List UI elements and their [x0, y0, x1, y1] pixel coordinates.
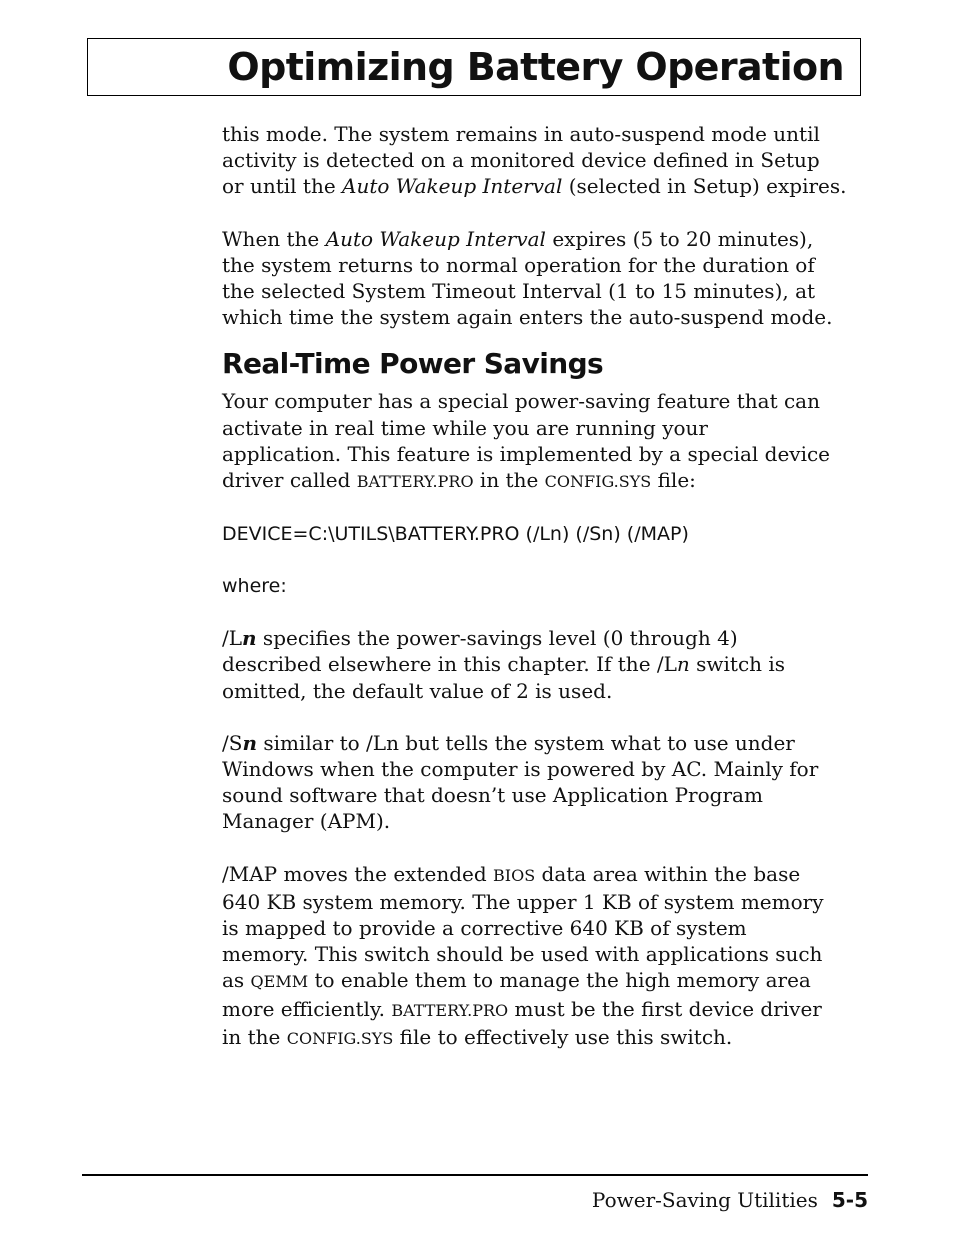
- page-title: Optimizing Battery Operation: [227, 45, 844, 89]
- text-line: [222, 1024, 882, 1052]
- driver-filename: BATTERY.PRO: [356, 472, 474, 492]
- text-run: (selected in Setup) expires.: [562, 174, 847, 199]
- text-run: the system returns to normal operation for the duration of: [222, 252, 815, 277]
- text-run: in the: [473, 468, 545, 493]
- text-run: memory. This switch should be used with applications such: [222, 942, 823, 967]
- section-heading: Real-Time Power Savings: [222, 347, 604, 381]
- text-line: [222, 808, 882, 834]
- text-run: When the: [222, 226, 326, 251]
- text-run: specifies the power-savings level (0 through 4): [256, 626, 738, 651]
- driver-filename: BATTERY.PRO: [391, 1000, 509, 1020]
- text-run: to enable them to manage the high memory area: [308, 968, 811, 993]
- text-line: [222, 889, 882, 915]
- text-line: [222, 996, 882, 1024]
- body-content: [222, 121, 882, 1052]
- text-run: more efficiently.: [222, 996, 392, 1021]
- switch-param: n: [242, 730, 257, 755]
- text-run: the selected System Timeout Interval (1 to 15 minutes), at: [222, 279, 816, 304]
- text-run: activate in real time while you are running your: [222, 415, 708, 440]
- page-footer: [592, 1186, 868, 1214]
- switch-name: /L: [222, 626, 243, 651]
- title-box: [87, 38, 861, 96]
- text-line: [222, 388, 882, 414]
- text-run: application. This feature is implemented by a special device: [222, 441, 831, 466]
- setting-name: Auto Wakeup Interval: [325, 226, 546, 251]
- where-label: where:: [222, 575, 287, 598]
- text-run: /MAP moves the extended: [222, 861, 494, 886]
- page-number: 5-5: [831, 1188, 868, 1212]
- text-run: as: [222, 968, 251, 993]
- text-run: in the: [222, 1024, 287, 1049]
- text-line: [222, 678, 882, 704]
- text-run: activity is detected on a monitored device defined in Setup: [222, 148, 820, 173]
- config-filename: CONFIG.SYS: [544, 472, 652, 492]
- text-run: described elsewhere in this chapter. If the /L: [222, 652, 677, 677]
- text-line: [222, 915, 882, 941]
- text-line: [222, 782, 882, 808]
- footer-section-title: Power-Saving Utilities: [591, 1188, 818, 1212]
- qemm-term: QEMM: [250, 972, 309, 992]
- text-run: 640 KB system memory. The upper 1 KB of system memory: [222, 889, 824, 914]
- text-line: [222, 730, 882, 756]
- switch-param: n: [676, 652, 690, 677]
- config-filename: CONFIG.SYS: [286, 1028, 394, 1048]
- text-run: is mapped to provide a corrective 640 KB of system: [222, 916, 747, 941]
- text-line: [222, 625, 882, 651]
- setting-name: Auto Wakeup Interval: [342, 174, 563, 199]
- text-run: Your computer has a special power-saving feature that can: [222, 389, 820, 414]
- text-run: omitted, the default value of 2 is used.: [222, 678, 613, 703]
- switch-ln-description: [222, 625, 882, 704]
- text-run: which time the system again enters the auto-suspend mode.: [222, 305, 833, 330]
- text-run: file to effectively use this switch.: [393, 1024, 733, 1049]
- text-line: [222, 441, 882, 467]
- text-run: driver called: [222, 468, 357, 493]
- text-run: this mode. The system remains in auto-suspend mode until: [222, 122, 820, 146]
- text-line: [222, 651, 882, 677]
- text-run: expires (5 to 20 minutes),: [545, 226, 814, 251]
- text-line: [222, 121, 882, 147]
- switch-map-description: [222, 861, 882, 1052]
- text-line: [222, 941, 882, 967]
- text-run: data area within the base: [535, 861, 801, 886]
- text-line: [222, 173, 882, 199]
- text-line: [222, 415, 882, 441]
- switch-sn-description: [222, 730, 882, 835]
- text-run: Manager (APM).: [222, 809, 391, 834]
- switch-name: /S: [222, 730, 243, 755]
- text-line: [222, 967, 882, 995]
- intro-paragraph-1: [222, 121, 882, 200]
- text-run: Windows when the computer is powered by AC. Mainly for: [222, 757, 819, 782]
- device-command: DEVICE=C:\UTILS\BATTERY.PRO (/Ln) (/Sn) (/MAP): [222, 523, 689, 546]
- text-line: [222, 861, 882, 889]
- text-line: [222, 278, 882, 304]
- text-line: [222, 252, 882, 278]
- text-line: [222, 304, 882, 330]
- text-line: [222, 147, 882, 173]
- section-paragraph-1: [222, 388, 882, 495]
- footer-rule: [82, 1174, 868, 1176]
- text-run: file:: [651, 468, 696, 493]
- text-run: switch is: [689, 652, 786, 677]
- text-run: similar to /Ln but tells the system what to use under: [257, 730, 795, 755]
- switch-param: n: [242, 626, 257, 651]
- text-line: [222, 756, 882, 782]
- bios-term: BIOS: [493, 865, 536, 885]
- text-run: must be the first device driver: [508, 996, 822, 1021]
- text-run: or until the: [222, 174, 343, 199]
- text-run: sound software that doesn’t use Application Program: [222, 783, 763, 808]
- intro-paragraph-2: [222, 226, 882, 331]
- text-line: [222, 226, 882, 252]
- text-line: [222, 467, 882, 495]
